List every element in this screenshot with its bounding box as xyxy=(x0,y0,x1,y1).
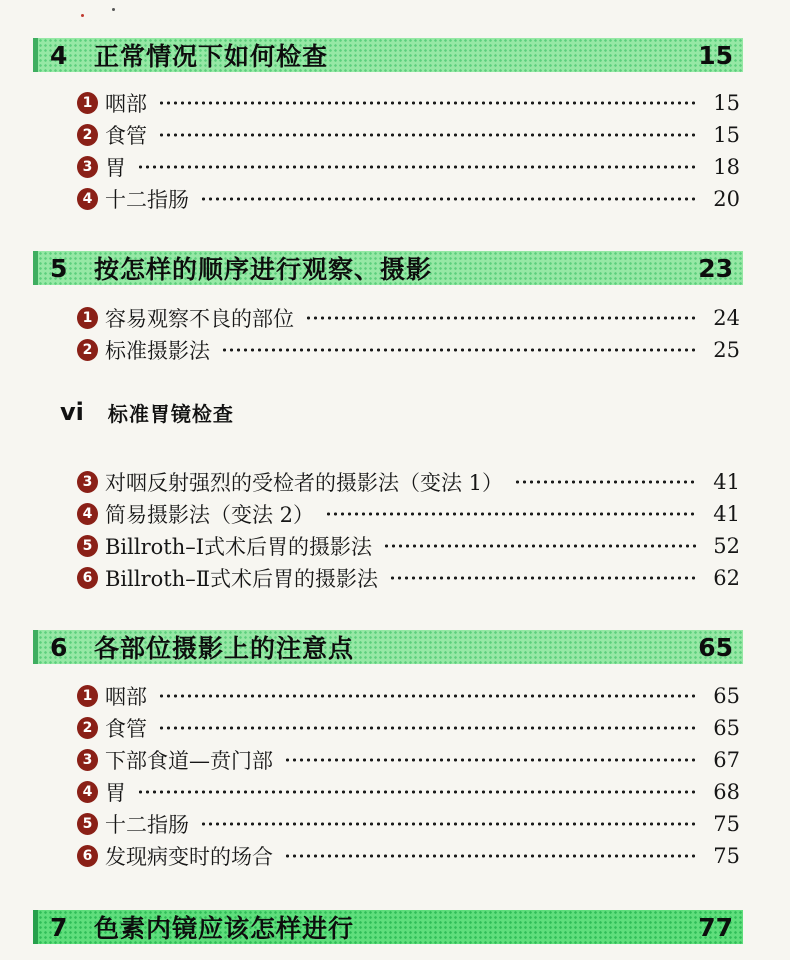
toc-list-section-5-continued xyxy=(77,466,740,594)
running-header xyxy=(60,398,790,426)
dot-leader xyxy=(284,845,697,867)
section-page-number: 65 xyxy=(698,632,733,662)
toc-item xyxy=(77,840,740,872)
toc-item xyxy=(77,680,740,712)
dot-leader xyxy=(284,749,697,771)
dot-leader xyxy=(158,124,697,146)
toc-list-section-5 xyxy=(77,302,740,366)
dot-leader xyxy=(158,685,697,707)
item-page-number: 65 xyxy=(713,684,740,708)
toc-list-section-6 xyxy=(77,680,740,872)
item-page-number: 52 xyxy=(713,534,740,558)
item-label: 咽部 xyxy=(105,685,147,709)
page-folio: vi xyxy=(60,398,84,426)
item-page-number: 68 xyxy=(713,780,740,804)
toc-item xyxy=(77,302,740,334)
item-number-bullet: 3 xyxy=(77,471,98,493)
item-page-number: 25 xyxy=(713,338,740,362)
item-label: 咽部 xyxy=(105,92,147,116)
section-bar-7 xyxy=(33,910,743,944)
section-bar-5 xyxy=(33,251,743,285)
item-label: 发现病变时的场合 xyxy=(105,845,273,869)
item-number-bullet: 6 xyxy=(77,845,98,867)
section-title: 色素内镜应该怎样进行 xyxy=(94,914,355,943)
item-page-number: 41 xyxy=(713,502,740,526)
toc-item xyxy=(77,498,740,530)
item-label: 简易摄影法（变法 2） xyxy=(105,503,315,527)
section-page-number: 23 xyxy=(698,253,733,283)
section-page-number: 15 xyxy=(698,40,733,70)
item-page-number: 65 xyxy=(713,716,740,740)
toc-item xyxy=(77,119,740,151)
scan-speck-red xyxy=(81,14,84,17)
dot-leader xyxy=(221,339,697,361)
item-label: 十二指肠 xyxy=(105,188,189,212)
dot-leader xyxy=(158,717,697,739)
section-bar-4 xyxy=(33,38,743,72)
dot-leader xyxy=(200,813,697,835)
item-label: 胃 xyxy=(105,156,126,180)
item-number-bullet: 2 xyxy=(77,339,98,361)
item-page-number: 15 xyxy=(713,123,740,147)
item-number-bullet: 1 xyxy=(77,307,98,329)
dot-leader xyxy=(200,188,697,210)
item-number-bullet: 4 xyxy=(77,781,98,803)
dot-leader xyxy=(305,307,697,329)
item-page-number: 62 xyxy=(713,566,740,590)
dot-leader xyxy=(514,471,697,493)
section-title: 按怎样的顺序进行观察、摄影 xyxy=(94,255,433,284)
item-page-number: 75 xyxy=(713,844,740,868)
toc-item xyxy=(77,183,740,215)
item-number-bullet: 4 xyxy=(77,188,98,210)
dot-leader xyxy=(325,503,697,525)
section-number: 5 xyxy=(50,253,68,283)
section-number: 6 xyxy=(50,632,68,662)
item-number-bullet: 4 xyxy=(77,503,98,525)
dot-leader xyxy=(158,92,697,114)
item-label: 十二指肠 xyxy=(105,813,189,837)
item-number-bullet: 2 xyxy=(77,717,98,739)
item-page-number: 41 xyxy=(713,470,740,494)
item-number-bullet: 1 xyxy=(77,92,98,114)
toc-item xyxy=(77,334,740,366)
section-bar-6 xyxy=(33,630,743,664)
item-label: Billroth–Ⅱ式术后胃的摄影法 xyxy=(105,567,378,591)
scan-speck-dark xyxy=(112,8,115,11)
toc-list-section-4 xyxy=(77,87,740,215)
item-label: 对咽反射强烈的受检者的摄影法（变法 1） xyxy=(105,471,504,495)
item-label: 容易观察不良的部位 xyxy=(105,307,294,331)
item-label: Billroth–Ⅰ式术后胃的摄影法 xyxy=(105,535,373,559)
toc-item xyxy=(77,744,740,776)
toc-item xyxy=(77,562,740,594)
item-page-number: 20 xyxy=(713,187,740,211)
item-page-number: 24 xyxy=(713,306,740,330)
toc-item xyxy=(77,712,740,744)
running-title: 标准胃镜检查 xyxy=(107,401,234,426)
toc-item xyxy=(77,776,740,808)
item-label: 食管 xyxy=(105,717,147,741)
item-page-number: 75 xyxy=(713,812,740,836)
item-number-bullet: 2 xyxy=(77,124,98,146)
item-number-bullet: 5 xyxy=(77,813,98,835)
item-page-number: 18 xyxy=(713,155,740,179)
item-label: 食管 xyxy=(105,124,147,148)
item-number-bullet: 1 xyxy=(77,685,98,707)
item-page-number: 67 xyxy=(713,748,740,772)
dot-leader xyxy=(137,156,697,178)
toc-item xyxy=(77,151,740,183)
item-number-bullet: 3 xyxy=(77,156,98,178)
item-number-bullet: 3 xyxy=(77,749,98,771)
toc-item xyxy=(77,530,740,562)
item-page-number: 15 xyxy=(713,91,740,115)
toc-item xyxy=(77,466,740,498)
dot-leader xyxy=(137,781,697,803)
section-title: 正常情况下如何检查 xyxy=(94,42,329,71)
item-number-bullet: 5 xyxy=(77,535,98,557)
toc-item xyxy=(77,87,740,119)
section-number: 7 xyxy=(50,912,68,942)
dot-leader xyxy=(389,567,697,589)
toc-item xyxy=(77,808,740,840)
item-number-bullet: 6 xyxy=(77,567,98,589)
section-title: 各部位摄影上的注意点 xyxy=(94,634,355,663)
dot-leader xyxy=(383,535,697,557)
section-number: 4 xyxy=(50,40,68,70)
section-page-number: 77 xyxy=(698,912,733,942)
item-label: 胃 xyxy=(105,781,126,805)
item-label: 标准摄影法 xyxy=(105,339,210,363)
item-label: 下部食道—贲门部 xyxy=(105,749,273,773)
